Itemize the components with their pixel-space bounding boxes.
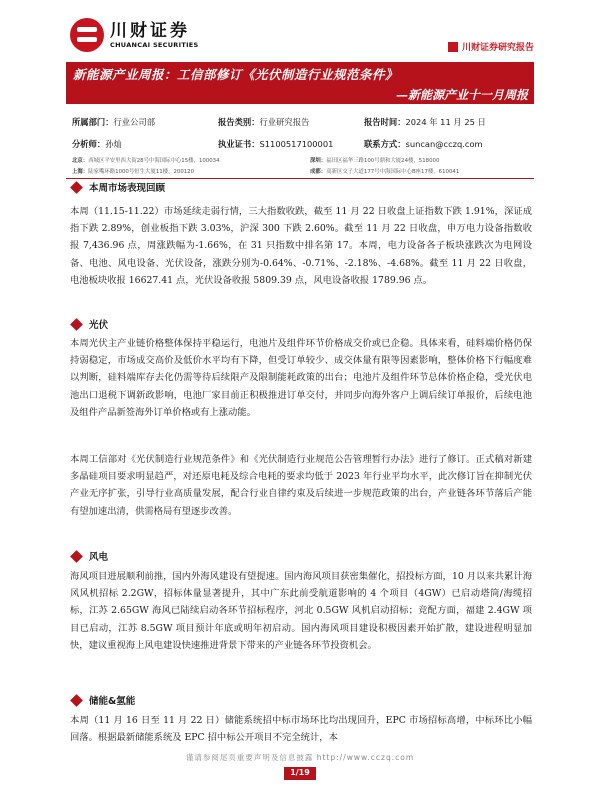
footer-disclaimer: 谨请参阅尾页重要声明及信息披露 http://www.cczq.com xyxy=(185,753,415,762)
paragraph-wind: 海风项目进展顺利前推，国内外海风建设有望提速。国内海风项目获密集催化，招投标方面，10 月以来共累计海风风机招标 2.2GW，招标体量显著提升，其中广东此前受航道影响的 4 个项目（4GW）已启动塔筒/海缆招标，江苏 2.65GW 海风已陆续启动各环节招标程序，河北 0.5GW 风机启动招标；竞配方面，福建 2.4GW 项目已启动，江苏 8.5GW 项目预计年底或明年初启动。国内海风项目建设积极因素开始扩散，建设进程明显加快，建议重视海上风电建设快速推进背景下带来的产业链各环节投资机会。 xyxy=(70,571,532,651)
brand-logo-icon xyxy=(70,18,104,52)
page-number: 1/19 xyxy=(0,768,600,777)
paragraph-pv-1: 本周光伏主产业链价格整体保持平稳运行，电池片及组件环节价格成交价或已企稳。具体来看，硅料端价格仍保持弱稳定，市场成交高价及低价水平均有下降，但受订单较少、成交体量有限等因素影响，整体价格下行幅度难以判断，硅料端库存去化仍需等待后续限产及限制能耗政策的出台；电池片及组件环节总体价格企稳，受光伏电池出口退税下调新政影响，电池厂家目前正积极推进订单交付，并同步向海外客户上调后续订单报价，后续电池及组件产品新签海外订单价格或有上涨动能。 xyxy=(70,338,532,418)
report-subtitle: —新能源产业十一月周报 xyxy=(395,88,528,102)
diamond-bullet-icon xyxy=(70,181,83,194)
analyst-label: 分析师： xyxy=(72,139,106,149)
dept-label: 所属部门： xyxy=(72,117,114,127)
date-value: 2024 年 11 月 25 日 xyxy=(405,117,486,127)
address-chengdu: 成都：高新区交子大道177号中海国际中心B座17楼，610041 xyxy=(310,169,460,175)
type-label: 报告类别： xyxy=(218,117,260,127)
license-label: 执业证书： xyxy=(218,139,260,149)
report-series-label: 川财证券研究报告 xyxy=(461,43,534,53)
paragraph-market: 本周（11.15-11.22）市场延续走弱行情，三大指数收跌，截至 11 月 22 日收盘上证指数下跌 1.91%，深证成指下跌 2.89%，创业板指下跌 3.03%，沪深 300 下跌 2.60%。截至 11 月 22 日收盘，申万电力设备指数收报 7,436.96 点，周涨跌幅为-1.66%，在 31 只指数中排名第 17。本周，电力设备各子板块涨跌次为电网设备、电池、风电设备、光伏设备，涨跌分别为-0.64%、-0.71%、-2.18%、-4.68%。截至 11 月 22 日收盘，电池板块收报 16627.41 点，光伏设备收报 5809.39 点，风电设备收报 1789.96 点。 xyxy=(70,206,532,286)
date-label: 报告时间： xyxy=(364,117,406,127)
dept-value: 行业公司部 xyxy=(113,117,155,127)
type-value: 行业研究报告 xyxy=(259,117,310,127)
address-shanghai: 上海：陆家嘴环路1000号恒生大厦11楼，200120 xyxy=(72,169,195,175)
section-heading-wind: 风电 xyxy=(70,549,108,563)
paragraph-storage: 本周（11 月 16 日至 11 月 22 日）储能系统招中标市场环比均出现回升，EPC 市场招标高增，中标环比小幅回落。根据最新储能系统及 EPC 招中标公开项目不完全统计，本 xyxy=(70,715,532,744)
diamond-bullet-icon xyxy=(70,318,83,331)
series-square-icon xyxy=(448,42,458,52)
brand-name-en: CHUANCAI SECURITIES xyxy=(110,41,199,49)
license-value: S1100517100001 xyxy=(259,139,334,149)
diamond-bullet-icon xyxy=(70,550,83,563)
address-shenzhen: 深圳：福田区福华三路100号鼎和大厦24楼，518000 xyxy=(310,158,440,164)
diamond-bullet-icon xyxy=(70,694,83,707)
report-series xyxy=(448,40,534,53)
brand-name-cn: 川财证券 xyxy=(110,21,190,41)
section-heading-market: 本周市场表现回顾 xyxy=(70,180,165,194)
brand-logo xyxy=(70,18,199,52)
address-beijing: 北京：西城区平安里西大街28号中海国际中心15楼，100034 xyxy=(72,158,220,164)
header-divider xyxy=(66,178,534,179)
title-banner xyxy=(66,62,534,104)
contact-value[interactable]: suncan@cczq.com xyxy=(405,139,483,149)
section-heading-pv: 光伏 xyxy=(70,317,108,331)
contact-label: 联系方式： xyxy=(364,139,406,149)
paragraph-pv-2: 本周工信部对《光伏制造行业规范条件》和《光伏制造行业规范公告管理暂行办法》进行了修订。正式稿对新建多晶硅项目要求明显趋严，对还原电耗及综合电耗的要求均低于 2023 年行业平均水平，此次修订旨在抑制光伏产业无序扩张，引导行业高质量发展，配合行业自律约束及后续进一步规范政策的出台，产业链各环节落后产能有望加速出清，供需格局有望逐步改善。 xyxy=(70,454,532,517)
section-heading-storage: 储能&氢能 xyxy=(70,693,135,707)
analyst-value: 孙灿 xyxy=(105,139,122,149)
report-title: 新能源产业周报：工信部修订《光伏制造行业规范条件》 xyxy=(73,67,399,82)
